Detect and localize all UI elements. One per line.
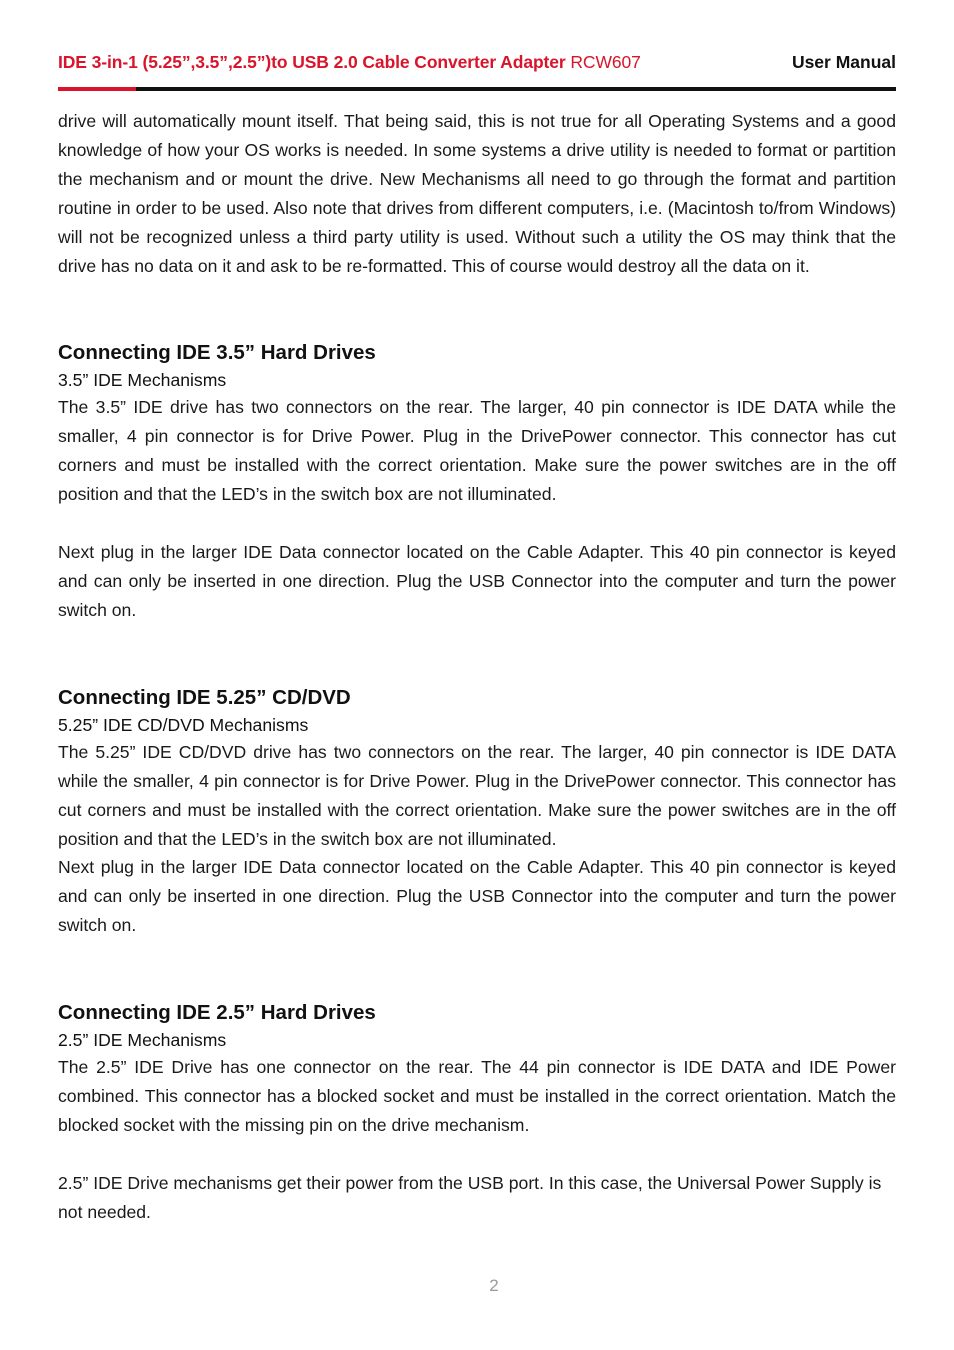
intro-paragraph: drive will automatically mount itself. That being said, this is not true for all Operating Systems and a good knowledge of how your OS works is needed. In some systems a drive utility is needed to format or partition the mechanism and or mount the drive. New Mechanisms all need to go through the format and partition routine in order to be used. Also note that drives from different computers, i.e. (Macintosh to/from Windows) will not be recognized unless a third party utility is used. Without such a utility the OS may think that the drive has no data on it and ask to be re-formatted. This of course would destroy all the data on it. <box>58 111 896 276</box>
document-title <box>58 52 641 73</box>
header-rule-accent <box>58 87 136 91</box>
section-paragraph: The 2.5” IDE Drive has one connector on the rear. The 44 pin connector is IDE DATA and IDE Power combined. This connector has a blocked socket and must be installed in the correct orientation. Match the blocked socket with the missing pin on the drive mechanism. <box>58 1057 896 1135</box>
product-name: IDE 3-in-1 (5.25”,3.5”,2.5”)to USB 2.0 Cable Converter Adapter <box>58 52 566 72</box>
section-paragraph: The 5.25” IDE CD/DVD drive has two connectors on the rear. The larger, 40 pin connector is IDE DATA while the smaller, 4 pin connector is for Drive Power. Plug in the DrivePower connector. This connector has cut corners and must be installed with the correct orientation. Make sure the power switches are in the off position and that the LED’s in the switch box are not illuminated. <box>58 741 896 849</box>
model-number: RCW607 <box>570 52 641 72</box>
spacer <box>58 509 896 538</box>
section-heading: Connecting IDE 5.25” CD/DVD <box>58 685 351 709</box>
section-paragraph: Next plug in the larger IDE Data connector located on the Cable Adapter. This 40 pin connector is keyed and can only be inserted in one direction. Plug the USB Connector into the computer and turn the power switch on. <box>58 857 896 936</box>
section-subheading: 5.25” IDE CD/DVD Mechanisms <box>58 714 309 735</box>
page-header <box>58 52 896 78</box>
section-heading: Connecting IDE 2.5” Hard Drives <box>58 1001 376 1025</box>
spacer <box>58 280 896 338</box>
spacer <box>58 1140 896 1169</box>
spacer <box>58 625 896 683</box>
section-paragraph: 2.5” IDE Drive mechanisms get their power from the USB port. In this case, the Universal Power Supply is not needed. <box>58 1172 882 1222</box>
page-number: 2 <box>489 1276 499 1295</box>
section-heading: Connecting IDE 3.5” Hard Drives <box>58 341 376 365</box>
document-type-label: User Manual <box>791 52 896 72</box>
section-paragraph: Next plug in the larger IDE Data connector located on the Cable Adapter. This 40 pin connector is keyed and can only be inserted in one direction. Plug the USB Connector into the computer and turn the power switch on. <box>58 542 896 620</box>
header-rule <box>58 87 896 91</box>
section-subheading: 2.5” IDE Mechanisms <box>58 1030 227 1051</box>
section-subheading: 3.5” IDE Mechanisms <box>58 370 227 391</box>
section-5-25-cd-dvd <box>58 683 896 940</box>
section-paragraph: The 3.5” IDE drive has two connectors on the rear. The larger, 40 pin connector is IDE DATA while the smaller, 4 pin connector is for Drive Power. Plug in the DrivePower connector. This connector has cut corners and must be installed with the correct orientation. Make sure the power switches are in the off position and that the LED’s in the switch box are not illuminated. <box>58 397 896 505</box>
section-2-5-hard-drives <box>58 998 896 1227</box>
section-3-5-hard-drives <box>58 338 896 624</box>
page-content <box>58 107 896 1227</box>
spacer <box>58 940 896 998</box>
